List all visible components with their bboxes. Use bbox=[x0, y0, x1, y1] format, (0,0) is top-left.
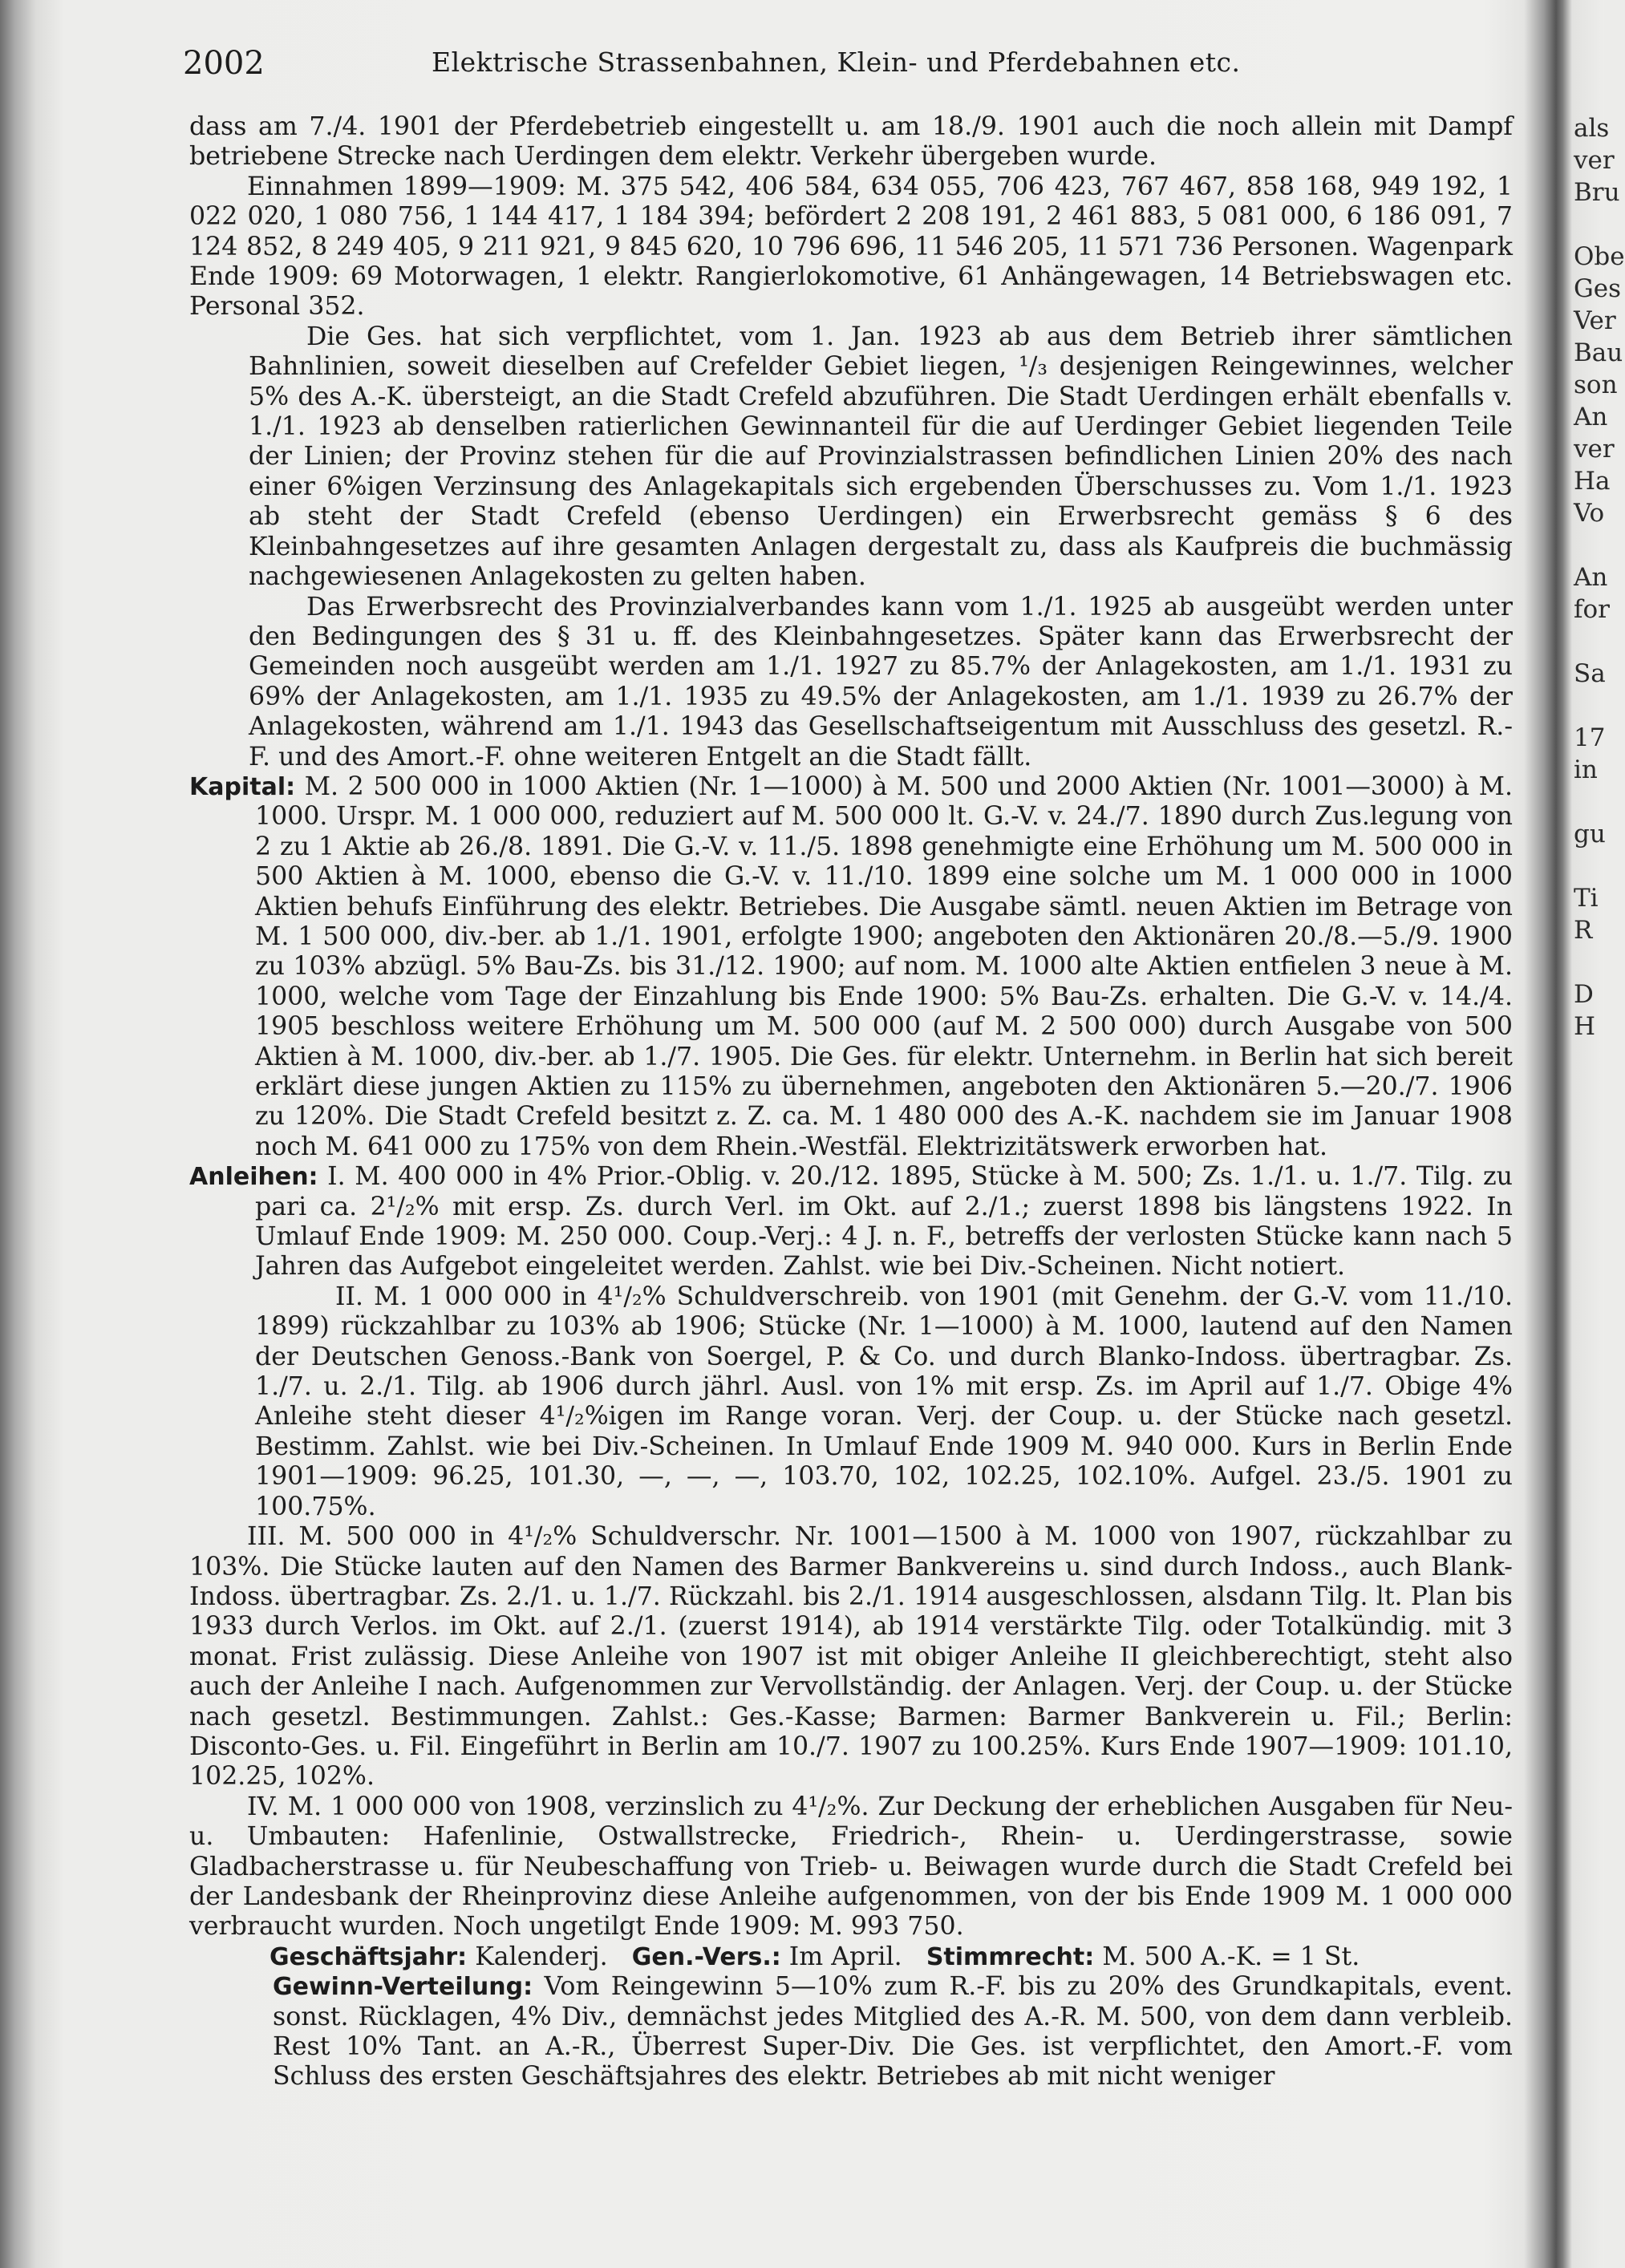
adjacent-fragment-line: son bbox=[1574, 371, 1618, 399]
kapital-label: Kapital: bbox=[189, 772, 296, 801]
paragraph-erwerbsrecht: Das Erwerbsrecht des Provinzialverbandes kann vom 1./1. 1925 ab ausgeübt werden unter den Bedingungen des § 31 u. ff. des Kleinbahngesetzes. Später kann das Erwerbsrecht der Gemeinden noch ausgeübt werden am 1./1. 1927 zu 85.7% der Anlagekosten, am 1./1. 1931 zu 69% der Anlagekosten, am 1./1. 1935 zu 49.5% der Anlagekosten, am 1./1. 1939 zu 26.7% der Anlagekosten, während am 1./1. 1943 das Gesellschaftseigentum mit Ausschluss des gesetzl. R.-F. und des Amort.-F. ohne weiteren Entgelt an die Stadt fällt. bbox=[249, 592, 1513, 772]
gewinn-label: Gewinn-Verteilung: bbox=[273, 1973, 533, 2002]
adjacent-fragment-line: Bau bbox=[1574, 338, 1623, 367]
adjacent-fragment-line bbox=[1574, 209, 1622, 241]
paragraph-anleihe-ii: II. M. 1 000 000 in 4¹/₂% Schuldverschreib. von 1901 (mit Genehm. der G.-V. vom 11./10. 1899) rückzahlbar zu 103% ab 1906; Stücke (Nr. 1—1000) à M. 1000, lautend auf den Namen der Deutschen Genoss.-Bank von Soergel, P. & Co. und durch Blanko-Indoss. übertragbar. Zs. 1./7. u. 2./1. Tilg. ab 1906 durch jährl. Ausl. von 1% mit ersp. Zs. im April auf 1./7. Obige 4% Anleihe steht dieser 4¹/₂%igen im Range voran. Verj. der Coup. u. der Stücke nach gesetzl. Bestimm. Zahlst. wie bei Div.-Scheinen. In Umlauf Ende 1909 M. 940 000. Kurs in Berlin Ende 1901—1909: 96.25, 101.30, —, —, —, 103.70, 102, 102.25, 102.10%. Aufgel. 23./5. 1901 zu 100.75%. bbox=[255, 1282, 1513, 1521]
adjacent-fragment-line bbox=[1574, 786, 1622, 818]
adjacent-fragment-line: in bbox=[1574, 755, 1598, 784]
adjacent-fragment-line bbox=[1574, 690, 1622, 722]
page-number: 2002 bbox=[183, 45, 265, 82]
adjacent-fragment-line: Ti bbox=[1574, 884, 1599, 913]
adjacent-fragment-line: An bbox=[1574, 563, 1608, 592]
section-geschaeftsjahr bbox=[189, 1942, 1513, 1972]
stimmrecht-text: M. 500 A.-K. = 1 St. bbox=[1102, 1942, 1360, 1971]
section-kapital bbox=[189, 772, 1513, 1162]
adjacent-fragment-line: gu bbox=[1574, 820, 1606, 848]
genvers-text: Im April. bbox=[788, 1942, 902, 1971]
kapital-text: M. 2 500 000 in 1000 Aktien (Nr. 1—1000) à M. 500 und 2000 Aktien (Nr. 1001—3000) à M. 1000. Urspr. M. 1 000 000, reduziert auf M. 500 000 lt. G.-V. v. 24./7. 1890 durch Zus.legung von 2 zu 1 Aktie ab 26./8. 1891. Die G.-V. v. 11./5. 1898 genehmigte eine Erhöhung um M. 500 000 in 500 Aktien à M. 1000, ebenso die G.-V. v. 11./10. 1899 eine solche um M. 1 000 000 in 1000 Aktien behufs Einführung des elektr. Betriebes. Die Ausgabe sämtl. neuen Aktien im Betrage von M. 1 500 000, div.-ber. ab 1./1. 1901, erfolgte 1900; angeboten den Aktionären 20./8.—5./9. 1900 zu 103% abzügl. 5% Bau-Zs. bis 31./12. 1900; auf nom. M. 1000 alte Aktien entfielen 3 neue à M. 1000, welche vom Tage der Einzahlung bis Ende 1900: 5% Bau-Zs. erhalten. Die G.-V. v. 14./4. 1905 beschloss weitere Erhöhung um M. 500 000 (auf M. 2 500 000) durch Ausgabe von 500 Aktien à M. 1000, div.-ber. ab 1./7. 1905. Die Ges. für elektr. Unternehm. in Berlin hat sich bereit erklärt diese jungen Aktien zu 115% zu übernehmen, angeboten den Aktionären 5.—20./7. 1906 zu 120%. Die Stadt Crefeld besitzt z. Z. ca. M. 1 480 000 des A.-K. nachdem sie im Januar 1908 noch M. 641 000 zu 175% von dem Rhein.-Westfäl. Elektrizitätswerk erworben hat. bbox=[255, 772, 1514, 1161]
adjacent-fragment-line: 17 bbox=[1574, 723, 1606, 752]
page-header bbox=[183, 42, 1538, 82]
anleihe-ii-block bbox=[189, 1282, 1513, 1522]
adjacent-fragment-line: Ha bbox=[1574, 467, 1611, 496]
adjacent-fragment-line: Bru bbox=[1574, 178, 1620, 207]
adjacent-fragment-line: An bbox=[1574, 403, 1608, 431]
adjacent-fragment-line: R bbox=[1574, 916, 1593, 945]
adjacent-fragment-line: Ges bbox=[1574, 274, 1622, 303]
body-text bbox=[189, 112, 1513, 2092]
geschaeftsjahr-text: Kalenderj. bbox=[475, 1942, 608, 1971]
adjacent-fragment-line: Sa bbox=[1574, 659, 1606, 688]
anleihen-label: Anleihen: bbox=[189, 1163, 318, 1192]
paragraph-pferdebetrieb: dass am 7./4. 1901 der Pferdebetrieb eingestellt u. am 18./9. 1901 auch die noch allein mit Dampf betriebene Strecke nach Uerdingen dem elektr. Verkehr übergeben wurde. bbox=[189, 112, 1513, 172]
running-title: Elektrische Strassenbahnen, Klein- und Pferdebahnen etc. bbox=[432, 47, 1241, 78]
section-gewinn-verteilung bbox=[189, 1972, 1513, 2092]
gewinn-text: Vom Reingewinn 5—10% zum R.-F. bis zu 20% des Grundkapitals, event. sonst. Rücklagen, 4% Div., demnächst jedes Mitglied des A.-R. M. 500, von dem dann verbleib. Rest 10% Tant. an A.-R., Überrest Super-Div. Die Ges. ist verpflichtet, den Amort.-F. vom Schluss des ersten Geschäftsjahres des elektr. Betriebes ab mit nicht weniger bbox=[273, 1972, 1514, 2092]
adjacent-fragment-line bbox=[1574, 850, 1622, 882]
adjacent-fragment-line: H bbox=[1574, 1012, 1596, 1041]
gewinnanteil-section bbox=[189, 322, 1513, 772]
adjacent-fragment-line: D bbox=[1574, 980, 1594, 1009]
adjacent-fragment-line: als bbox=[1574, 114, 1610, 143]
adjacent-fragment-line: ver bbox=[1574, 146, 1615, 175]
adjacent-fragment-line: Obe bbox=[1574, 242, 1625, 271]
geschaeftsjahr-label: Geschäftsjahr: bbox=[269, 1942, 468, 1971]
adjacent-fragment-line: Ver bbox=[1574, 306, 1616, 335]
adjacent-fragment-line: Vo bbox=[1574, 499, 1605, 528]
paragraph-anleihe-iv: IV. M. 1 000 000 von 1908, verzinslich zu 4¹/₂%. Zur Deckung der erheblichen Ausgaben für Neu- u. Umbauten: Hafenlinie, Ostwallstrecke, Friedrich-, Rhein- u. Uerdingerstrasse, sowie Gladbacherstrasse u. für Neubeschaffung von Trieb- u. Beiwagen wurde durch die Stadt Crefeld bei der Landesbank der Rheinprovinz diese Anleihe aufgenommen, von der bis Ende 1909 M. 1 000 000 verbraucht wurden. Noch ungetilgt Ende 1909: M. 993 750. bbox=[189, 1792, 1513, 1942]
section-anleihen bbox=[189, 1162, 1513, 1282]
genvers-label: Gen.-Vers.: bbox=[631, 1942, 781, 1971]
adjacent-fragment-line bbox=[1574, 626, 1622, 658]
adjacent-page-fragments bbox=[1574, 112, 1625, 1059]
anleihen-text: I. M. 400 000 in 4% Prior.-Oblig. v. 20./12. 1895, Stücke à M. 500; Zs. 1./1. u. 1./7. Tilg. zu pari ca. 2¹/₂% mit ersp. Zs. durch Verl. im Okt. auf 2./1.; zuerst 1898 bis längstens 1922. In Umlauf Ende 1909: M. 250 000. Coup.-Verj.: 4 J. n. F., betreffs der verlosten Stücke kann nach 5 Jahren das Aufgebot eingeleitet werden. Zahlst. wie bei Div.-Scheinen. Nicht notiert. bbox=[255, 1162, 1513, 1282]
adjacent-fragment-line: for bbox=[1574, 595, 1610, 624]
adjacent-fragment-line bbox=[1574, 946, 1622, 978]
paragraph-anleihe-iii: III. M. 500 000 in 4¹/₂% Schuldverschr. Nr. 1001—1500 à M. 1000 von 1907, rückzahlbar zu 103%. Die Stücke lauten auf den Namen des Barmer Bankvereins u. sind durch Indoss., auch Blank-Indoss. übertragbar. Zs. 2./1. u. 1./7. Rückzahl. bis 2./1. 1914 ausgeschlossen, alsdann Tilg. lt. Plan bis 1933 durch Verlos. im Okt. auf 2./1. (zuerst 1914), ab 1914 verstärkte Tilg. oder Totalkündig. mit 3 monat. Frist zulässig. Diese Anleihe von 1907 ist mit obiger Anleihe II gleichberechtigt, steht also auch der Anleihe I nach. Aufgenommen zur Vervollständig. der Anlagen. Verj. der Coup. u. der Stücke nach gesetzl. Bestimmungen. Zahlst.: Ges.-Kasse; Barmen: Barmer Bankverein u. Fil.; Berlin: Disconto-Ges. u. Fil. Eingeführt in Berlin am 10./7. 1907 zu 100.25%. Kurs Ende 1907—1909: 101.10, 102.25, 102%. bbox=[189, 1522, 1513, 1792]
adjacent-fragment-line: ver bbox=[1574, 435, 1615, 464]
adjacent-fragment-line bbox=[1574, 529, 1622, 561]
paragraph-verpflichtung: Die Ges. hat sich verpflichtet, vom 1. Jan. 1923 ab aus dem Betrieb ihrer sämtlichen Bahnlinien, soweit dieselben auf Crefelder Gebiet liegen, ¹/₃ desjenigen Reingewinnes, welcher 5% des A.-K. übersteigt, an die Stadt Crefeld abzuführen. Die Stadt Uerdingen erhält ebenfalls v. 1./1. 1923 ab denselben ratierlichen Gewinnanteil für die auf Uerdinger Gebiet liegenden Teile der Linien; der Provinz stehen für die auf Provinzialstrassen befindlichen Linien 20% des nach einer 6%igen Verzinsung des Anlagekapitals sich ergebenden Überschusses zu. Vom 1./1. 1923 ab steht der Stadt Crefeld (ebenso Uerdingen) ein Erwerbsrecht gemäss § 6 des Kleinbahngesetzes auf ihre gesamten Anlagen dergestalt zu, dass als Kaufpreis die buchmässig nachgewiesenen Anlagekosten zu gelten haben. bbox=[249, 322, 1513, 592]
stimmrecht-label: Stimmrecht: bbox=[926, 1942, 1095, 1971]
paragraph-einnahmen: Einnahmen 1899—1909: M. 375 542, 406 584, 634 055, 706 423, 767 467, 858 168, 949 192, 1 022 020, 1 080 756, 1 144 417, 1 184 394; befördert 2 208 191, 2 461 883, 5 081 000, 6 186 091, 7 124 852, 8 249 405, 9 211 921, 9 845 620, 10 796 696, 11 546 205, 11 571 736 Personen. Wagenpark Ende 1909: 69 Motorwagen, 1 elektr. Rangierlokomotive, 61 Anhängewagen, 14 Betriebswagen etc. Personal 352. bbox=[189, 172, 1513, 322]
